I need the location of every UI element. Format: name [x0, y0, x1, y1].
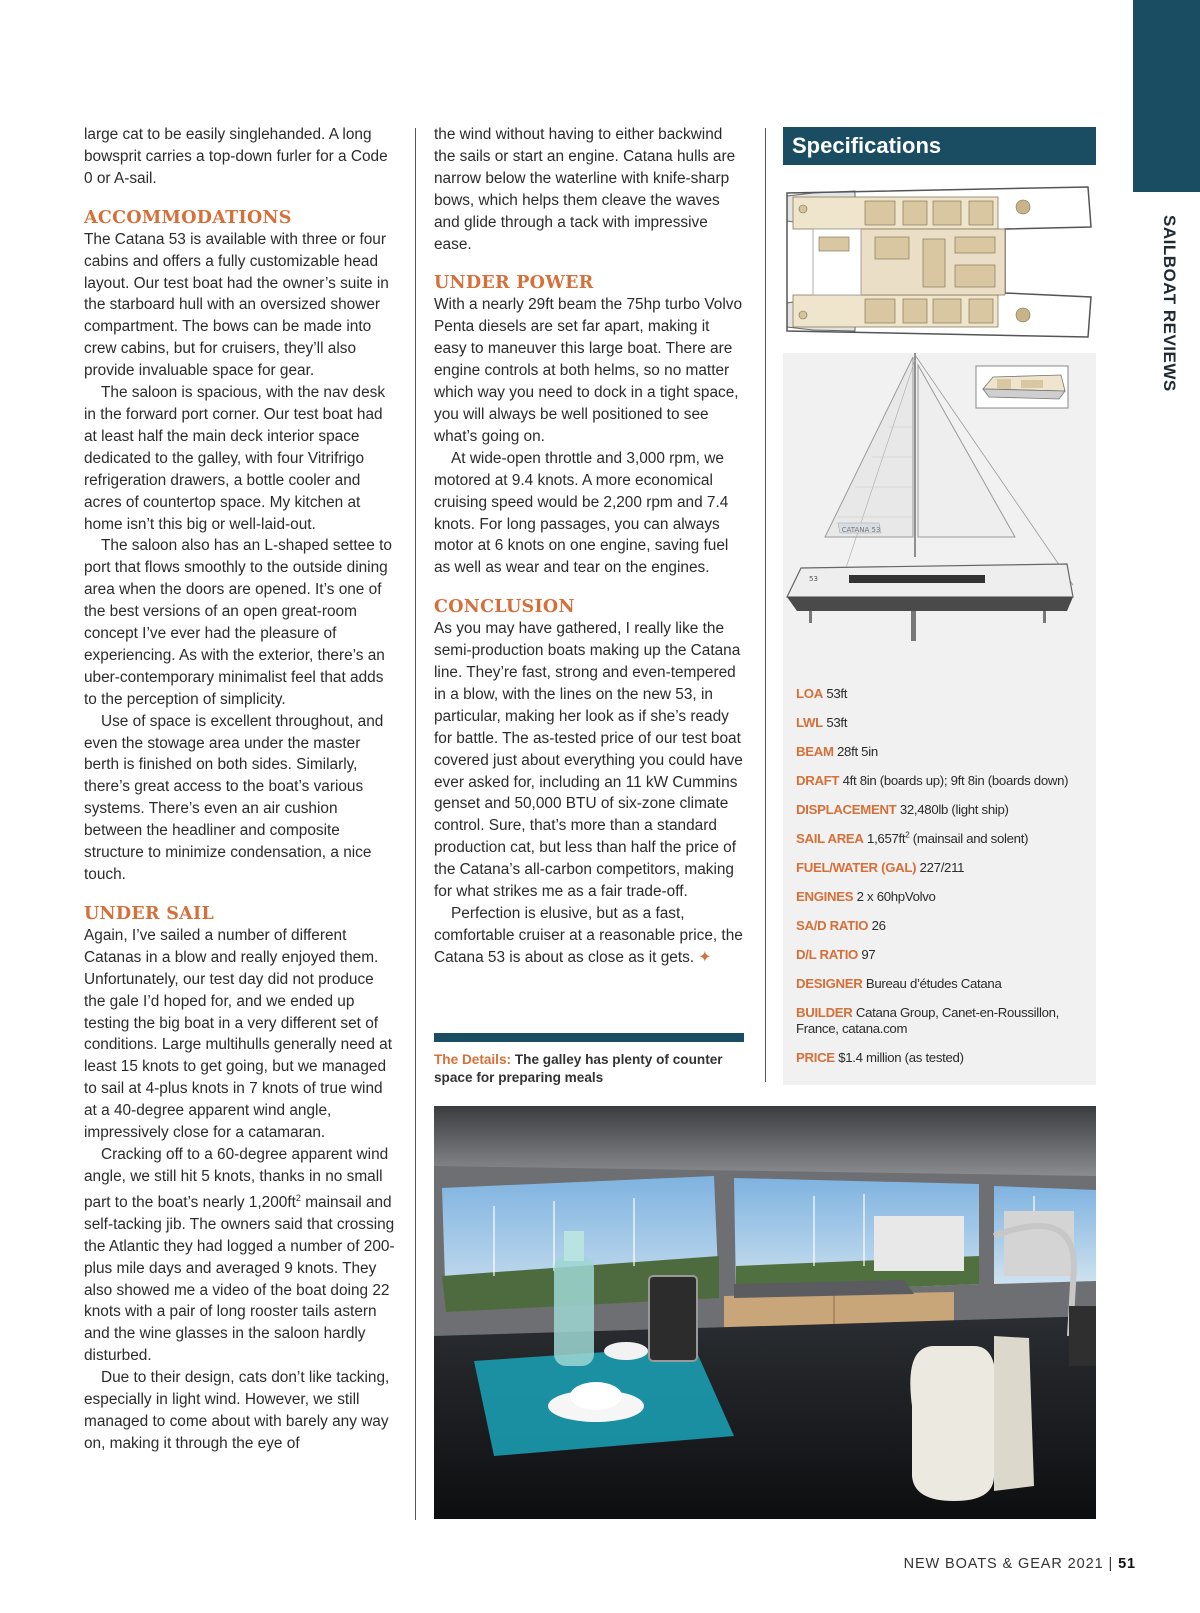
caption-bar	[434, 1033, 744, 1042]
spec-price: PRICE $1.4 million (as tested)	[796, 1050, 964, 1065]
galley-photo	[434, 1106, 1096, 1519]
paragraph: With a nearly 29ft beam the 75hp turbo Volvo Penta diesels are set far apart, making it easy to maneuver this large boat. There are engine controls at both helms, so no matter which way you need to dock in a tight space, you will always be well positioned to see what’s going on.	[434, 296, 743, 445]
spec-beam: BEAM 28ft 5in	[796, 744, 878, 759]
paragraph: The saloon is spacious, with the nav desk in the forward port corner. Our test boat had at least half the main deck interior space dedicated to the galley, with four Vitrifrigo refrigeration drawers, a bottle cooler and acres of countertop space. My kitchen at home isn’t this big or well-laid-out.	[84, 384, 386, 533]
paragraph: large cat to be easily singlehanded. A long bowsprit carries a top-down furler for a Code 0 or A-sail.	[84, 126, 388, 187]
section-heading-under-sail: UNDER SAIL	[84, 903, 215, 924]
specifications-title: Specifications	[783, 127, 1096, 165]
footer-separator: |	[1103, 1556, 1119, 1572]
paragraph: Due to their design, cats don’t like tacking, especially in light wind. However, we still managed to come about with barely any way on, making it through the eye of	[84, 1369, 390, 1452]
spec-loa: LOA 53ft	[796, 686, 848, 701]
section-label: SAILBOAT REVIEWS	[1160, 215, 1179, 392]
paragraph: As you may have gathered, I really like the semi-production boats making up the Catana line. They’re fast, strong and even-tempered in a blow, with the lines on the new 53, in particular, making her look as if she’s ready for battle. The as-tested price of our test boat covered just about everything you could have ever asked for, including an 11 kW Cummins genset and 50,000 BTU of six-zone climate control. Sure, that’s more than a standard production cat, but less than half the price of the Catana’s all-carbon competitors, making for what strikes me as a fair trade-off.	[434, 620, 743, 901]
magazine-name: NEW BOATS & GEAR 2021	[903, 1556, 1104, 1572]
paragraph: Again, I’ve sailed a number of different Catanas in a blow and really enjoyed them. Unfortunately, our test day did not produce the gale I’d hoped for, and we ended up testing the big boat in a very different set of conditions. Large multihulls generally need at least 15 knots to get going, but we managed to sail at 4-plus knots in 7 knots of true wind at a 40-degree apparent wind angle, impressively close for a catamaran.	[84, 926, 393, 1142]
end-mark-icon: ✦	[698, 948, 712, 966]
section-heading-conclusion: CONCLUSION	[434, 597, 575, 618]
paragraph	[434, 903, 746, 969]
hull-lettering: CATANA 53	[841, 526, 881, 534]
spec-engines: ENGINES 2 x 60hpVolvo	[796, 889, 936, 904]
paragraph: The saloon also has an L-shaped settee to port that flows smoothly to the outside dining area when the doors are opened. It’s one of the best versions of an open great-room concept I’ve ever had the pleasure of experiencing. As with the exterior, there’s an uber-contemporary minimalist feel that adds to the perception of simplicity.	[84, 537, 392, 708]
article-column-1	[84, 124, 396, 1455]
caption-lead: The Details:	[434, 1052, 512, 1067]
paragraph: the wind without having to either backwind the sails or start an engine. Catana hulls are narrow below the waterline with knife-sharp bows, which helps them cleave the waves and glide through a tack with impressive ease.	[434, 126, 736, 253]
hull-number: 53	[809, 575, 818, 583]
paragraph: The Catana 53 is available with three or four cabins and offers a fully customizable head layout. Our test boat had the owner’s suite in the starboard hull with an oversized shower compartment. The bows can be made into crew cabins, but for cruisers, they’ll also provide invaluable space for gear.	[84, 230, 389, 380]
specifications-list	[796, 686, 1092, 1079]
column-rule	[765, 128, 766, 1082]
spec-draft: DRAFT 4ft 8in (boards up); 9ft 8in (boards down)	[796, 773, 1069, 788]
paragraph: At wide-open throttle and 3,000 rpm, we motored at 9.4 knots. A more economical cruising speed would be 2,200 rpm and 7.4 knots. For long passages, you can always motor at 6 knots on one engine, saving fuel as well as wear and tear on the engines.	[434, 449, 729, 577]
text-run: Perfection is elusive, but as a fast, comfortable cruiser at a reasonable price, the Catana 53 is about as close as it gets.	[434, 905, 743, 966]
spec-dl-ratio: D/L RATIO 97	[796, 947, 876, 962]
section-heading-under-power: UNDER POWER	[434, 273, 594, 294]
spec-builder: BUILDER Catana Group, Canet-en-Roussillon, France, catana.com	[796, 1005, 1060, 1036]
spec-sad-ratio: SA/D RATIO 26	[796, 918, 886, 933]
article-column-2	[434, 124, 746, 969]
spec-designer: DESIGNER Bureau d’études Catana	[796, 976, 1002, 991]
profile-inset-illustration	[976, 366, 1068, 408]
paragraph: Use of space is excellent throughout, and even the stowage area under the master berth is finished on both sides. Similarly, there’s great access to the boat’s various systems. There’s even an air cushion between the headliner and composite structure to minimize condensation, a nice touch.	[84, 712, 384, 883]
page-footer	[860, 1556, 1136, 1572]
text-run: mainsail and self-tacking jib. The owners said that crossing the Atlantic they had logged a number of 200-plus mile days and averaged 9 knots. They also showed me a video of the boat doing 22 knots with a pair of long rooster tails astern and the wine glasses in the saloon hardly disturbed.	[84, 1193, 395, 1365]
deck-plan-illustration	[783, 165, 1096, 353]
spec-displacement: DISPLACEMENT 32,480lb (light ship)	[796, 802, 1009, 817]
column-rule	[415, 128, 416, 1520]
text-run: Cracking off to a 60-degree apparent wind angle, we still hit 5 knots, thanks in no small part to the boat’s nearly 1,200ft	[84, 1145, 389, 1211]
paragraph	[84, 1144, 396, 1367]
spec-lwl: LWL 53ft	[796, 715, 848, 730]
caption-text: The galley has plenty of counter space for preparing meals	[434, 1052, 723, 1085]
section-heading-accommodations: ACCOMMODATIONS	[84, 207, 292, 228]
photo-caption	[434, 1051, 746, 1086]
spec-fuel-water: FUEL/WATER (GAL) 227/211	[796, 860, 965, 875]
spec-sail-area: SAIL AREA $1,657ft^2$ (mainsail and solent)	[796, 830, 1029, 846]
page-number: 51	[1118, 1556, 1136, 1572]
section-tab	[1133, 0, 1200, 192]
superscript: 2	[295, 1192, 301, 1203]
